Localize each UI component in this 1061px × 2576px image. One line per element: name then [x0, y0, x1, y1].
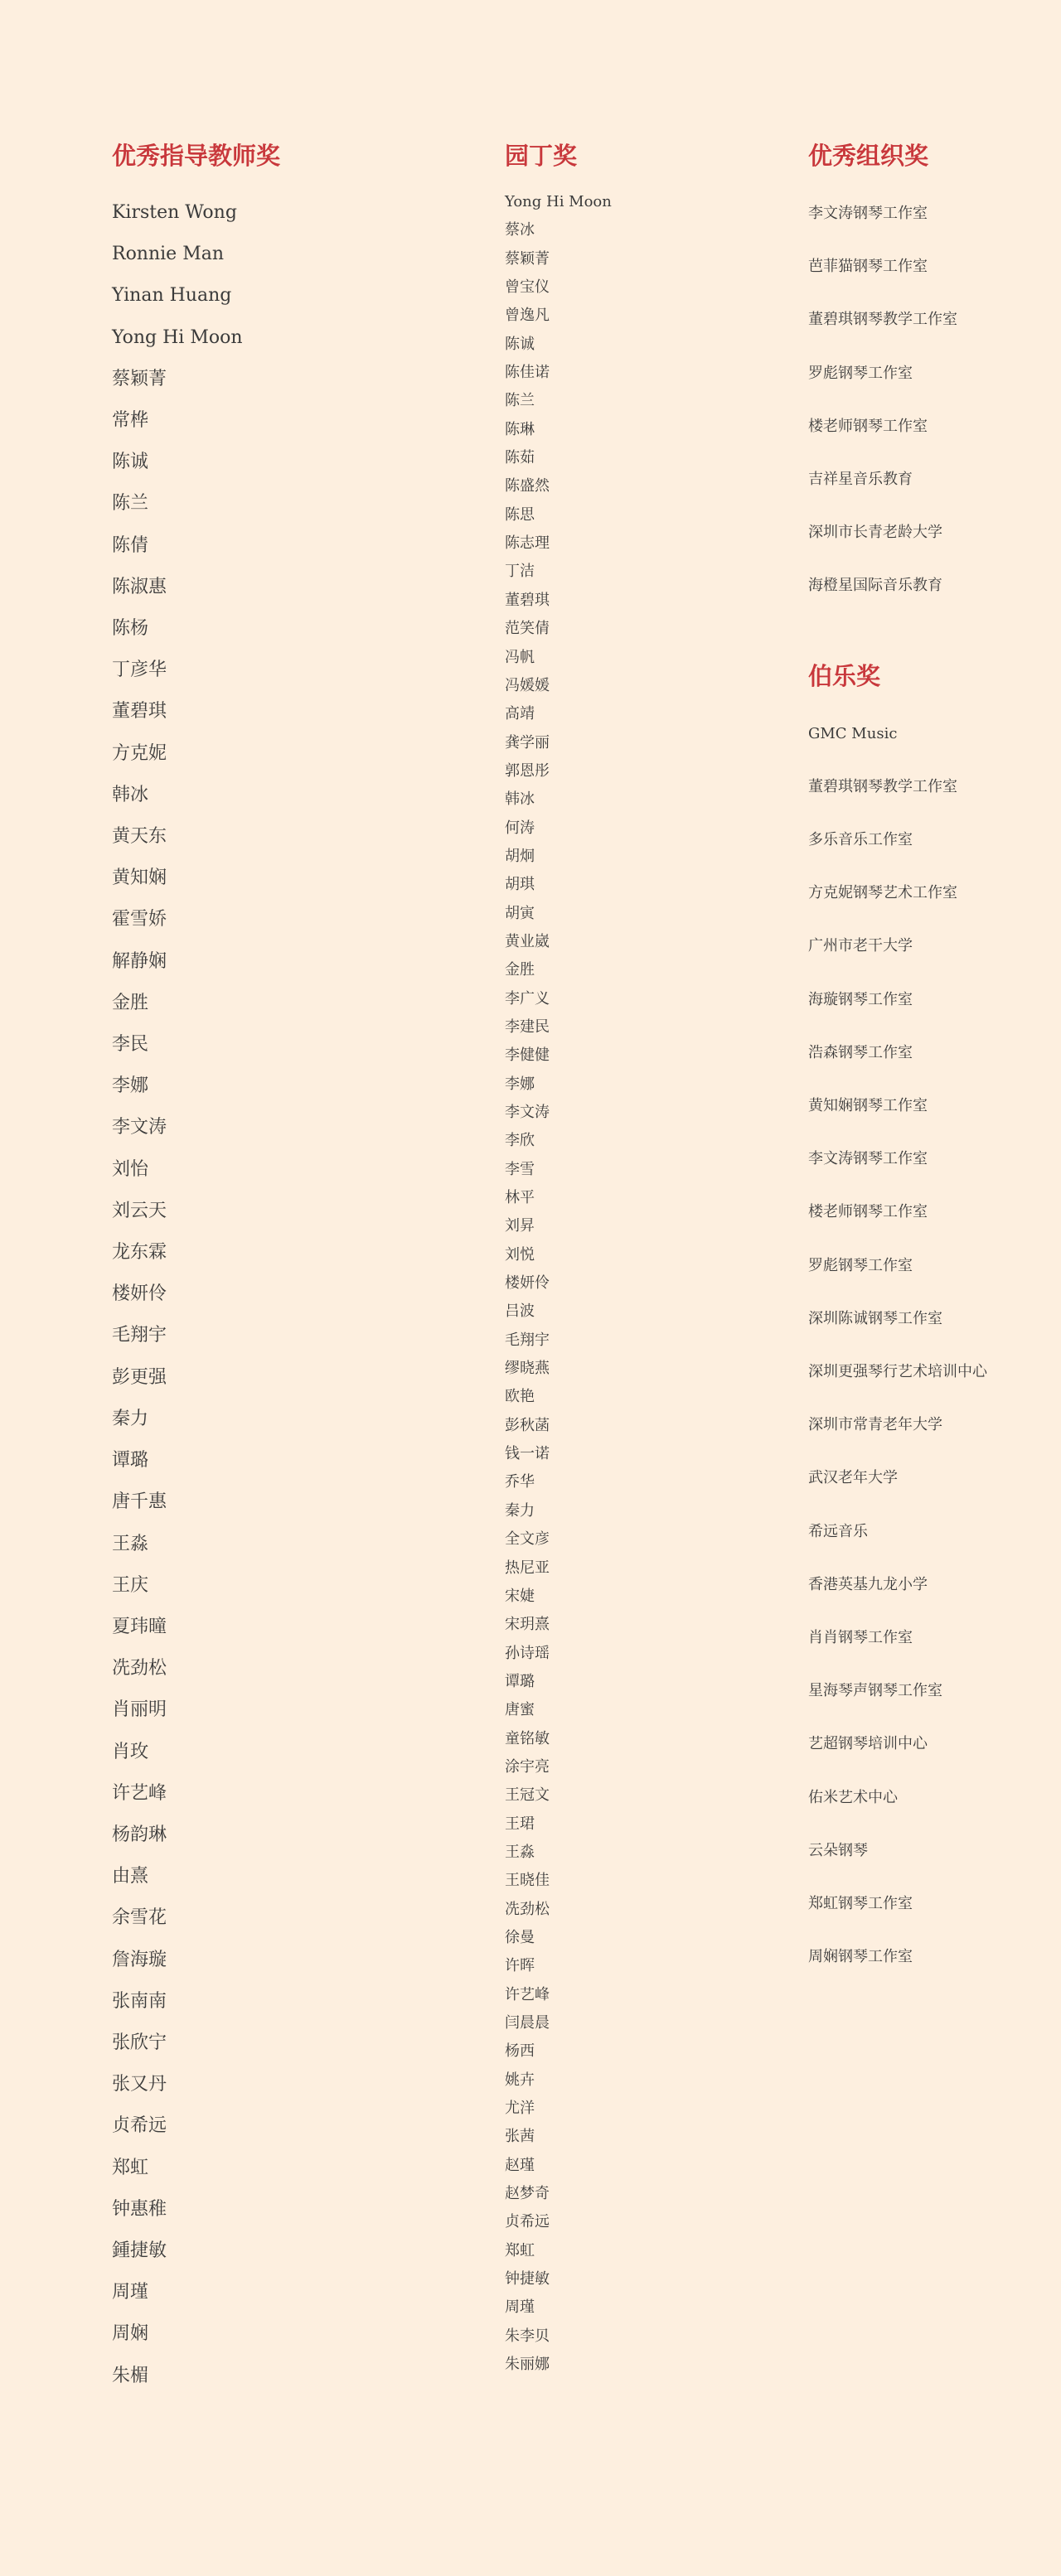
instructor-name: 冼劲松: [112, 1658, 167, 1679]
instructor-name: 张欣宁: [112, 2032, 167, 2053]
gardener-name: 龚学丽: [505, 733, 550, 752]
gardener-award-list: [505, 188, 770, 2379]
organization-name: 海橙星国际音乐教育: [808, 577, 942, 595]
instructor-name: 龙东霖: [112, 1242, 167, 1264]
organization-name: 董碧琪钢琴教学工作室: [808, 311, 957, 329]
instructor-name: 韩冰: [112, 784, 149, 805]
gardener-name: 胡寅: [505, 904, 535, 922]
instructor-award-column: [112, 138, 460, 2397]
instructor-name: 陈兰: [112, 493, 149, 515]
organization-award-list: [808, 187, 1057, 613]
bole-name: 罗彪钢琴工作室: [808, 1256, 913, 1274]
gardener-name: 王珺: [505, 1815, 535, 1833]
bole-name: 海璇钢琴工作室: [808, 990, 913, 1008]
bole-name: 方克妮钢琴艺术工作室: [808, 884, 957, 902]
instructor-name: 霍雪娇: [112, 909, 167, 930]
instructor-name: 解静娴: [112, 950, 167, 972]
gardener-name: 闫晨晨: [505, 2014, 550, 2032]
gardener-name: 林平: [505, 1189, 535, 1207]
instructor-name: 肖玫: [112, 1741, 149, 1762]
instructor-name: 丁彦华: [112, 660, 167, 681]
gardener-name: 涂宇亮: [505, 1757, 550, 1776]
gardener-name: 高靖: [505, 705, 535, 723]
bole-name: 香港英基九龙小学: [808, 1575, 928, 1593]
gardener-name: 陈诚: [505, 335, 535, 353]
instructor-name: 金胜: [112, 992, 149, 1013]
gardener-name: 童铭敏: [505, 1729, 550, 1747]
bole-award-title: 伯乐奖: [808, 661, 881, 690]
instructor-name: 蔡颖菁: [112, 368, 167, 389]
instructor-name: 秦力: [112, 1408, 149, 1429]
bole-name: 肖肖钢琴工作室: [808, 1629, 913, 1647]
instructor-name: 肖丽明: [112, 1699, 167, 1721]
instructor-name: 郑虹: [112, 2157, 149, 2178]
gardener-name: 金胜: [505, 961, 535, 979]
bole-name: GMC Music: [808, 724, 898, 742]
gardener-name: 陈琳: [505, 420, 535, 438]
instructor-name: 周瑾: [112, 2282, 149, 2303]
gardener-name: 唐蜜: [505, 1701, 535, 1719]
instructor-name: 由熹: [112, 1866, 149, 1887]
instructor-name: 毛翔宇: [112, 1325, 167, 1346]
bole-award-list: [808, 708, 1057, 1984]
gardener-name: 朱丽娜: [505, 2356, 550, 2374]
gardener-name: 乔华: [505, 1473, 535, 1491]
bole-name: 希远音乐: [808, 1522, 868, 1540]
bole-name: 艺超钢琴培训中心: [808, 1735, 928, 1753]
organization-name: 吉祥星音乐教育: [808, 471, 913, 489]
gardener-name: 冯媛媛: [505, 676, 550, 694]
gardener-name: 何涛: [505, 819, 535, 837]
gardener-name: 徐曼: [505, 1928, 535, 1946]
gardener-name: 秦力: [505, 1501, 535, 1520]
bole-name: 云朵钢琴: [808, 1841, 868, 1859]
instructor-name: 王庆: [112, 1574, 149, 1596]
gardener-name: 陈佳诺: [505, 364, 550, 382]
instructor-name: 陈倩: [112, 534, 149, 556]
gardener-name: 赵瑾: [505, 2156, 535, 2174]
gardener-name: 谭璐: [505, 1672, 535, 1690]
instructor-name: Yong Hi Moon: [112, 326, 243, 348]
gardener-name: 全文彦: [505, 1530, 550, 1549]
gardener-name: Yong Hi Moon: [505, 193, 612, 210]
organization-name: 李文涛钢琴工作室: [808, 205, 928, 222]
organization-name: 楼老师钢琴工作室: [808, 417, 928, 435]
gardener-name: 钟捷敏: [505, 2270, 550, 2288]
gardener-name: 杨西: [505, 2042, 535, 2061]
gardener-name: 李娜: [505, 1075, 535, 1093]
bole-name: 星海琴声钢琴工作室: [808, 1682, 942, 1700]
instructor-name: 杨韵琳: [112, 1824, 167, 1845]
gardener-name: 姚卉: [505, 2071, 535, 2089]
organization-name: 罗彪钢琴工作室: [808, 364, 913, 382]
instructor-name: 许艺峰: [112, 1782, 167, 1804]
instructor-name: 董碧琪: [112, 701, 167, 723]
instructor-name: 李娜: [112, 1075, 149, 1097]
bole-name: 武汉老年大学: [808, 1469, 898, 1487]
instructor-name: 鍾捷敏: [112, 2240, 167, 2261]
gardener-name: 刘悦: [505, 1245, 535, 1264]
bole-name: 多乐音乐工作室: [808, 831, 913, 849]
instructor-name: 张又丹: [112, 2074, 167, 2095]
bole-name: 浩森钢琴工作室: [808, 1043, 913, 1061]
instructor-award-list: [112, 192, 460, 2397]
bole-name: 周娴钢琴工作室: [808, 1948, 913, 1966]
instructor-name: 陈杨: [112, 618, 149, 640]
instructor-name: 李文涛: [112, 1117, 167, 1138]
gardener-award-column: [505, 138, 770, 2379]
gardener-name: 黄业崴: [505, 932, 550, 950]
organization-award-title: 优秀组织奖: [808, 142, 929, 170]
gardener-name: 董碧琪: [505, 591, 550, 609]
gardener-name: 冯帆: [505, 648, 535, 666]
gardener-name: 胡琪: [505, 876, 535, 894]
instructor-name: Yinan Huang: [112, 285, 232, 307]
instructor-name: 余雪花: [112, 1907, 167, 1929]
instructor-name: 李民: [112, 1034, 149, 1056]
instructor-name: 王淼: [112, 1533, 149, 1554]
gardener-name: 陈思: [505, 505, 535, 524]
gardener-name: 许晖: [505, 1957, 535, 1975]
instructor-name: 彭更强: [112, 1366, 167, 1388]
gardener-name: 曾逸凡: [505, 307, 550, 325]
bole-name: 李文涛钢琴工作室: [808, 1150, 928, 1168]
bole-name: 黄知娴钢琴工作室: [808, 1097, 928, 1115]
bole-name: 广州市老干大学: [808, 937, 913, 955]
gardener-name: 钱一诺: [505, 1445, 550, 1463]
organization-name: 芭菲猫钢琴工作室: [808, 258, 928, 276]
gardener-name: 张茜: [505, 2128, 535, 2146]
gardener-name: 李建民: [505, 1017, 550, 1036]
gardener-name: 吕波: [505, 1302, 535, 1321]
gardener-name: 郑虹: [505, 2241, 535, 2259]
organization-name: 深圳市长青老龄大学: [808, 524, 942, 542]
gardener-name: 刘昇: [505, 1217, 535, 1235]
instructor-name: 刘怡: [112, 1158, 149, 1180]
gardener-name: 李文涛: [505, 1104, 550, 1121]
gardener-name: 尤洋: [505, 2100, 535, 2118]
bole-name: 楼老师钢琴工作室: [808, 1203, 928, 1221]
instructor-name: 周娴: [112, 2323, 149, 2345]
instructor-name: Ronnie Man: [112, 244, 225, 265]
gardener-name: 宋玥熹: [505, 1616, 550, 1634]
gardener-name: 胡炯: [505, 847, 535, 865]
bole-name: 深圳市常青老年大学: [808, 1416, 942, 1434]
gardener-name: 孙诗瑶: [505, 1644, 550, 1662]
gardener-name: 王冠文: [505, 1786, 550, 1805]
gardener-name: 丁洁: [505, 563, 535, 581]
gardener-name: 陈兰: [505, 392, 535, 410]
gardener-name: 贞希远: [505, 2213, 550, 2231]
gardener-name: 王晓佳: [505, 1872, 550, 1890]
instructor-name: 夏玮曈: [112, 1616, 167, 1637]
gardener-name: 王淼: [505, 1843, 535, 1861]
gardener-name: 蔡颖菁: [505, 249, 550, 268]
instructor-name: 贞希远: [112, 2115, 167, 2137]
instructor-name: 钟惠稚: [112, 2198, 167, 2220]
instructor-award-title: 优秀指导教师奖: [112, 142, 281, 170]
instructor-name: 陈诚: [112, 452, 149, 473]
organization-award-column: [808, 138, 1057, 1984]
gardener-name: 陈志理: [505, 534, 550, 553]
gardener-name: 周瑾: [505, 2298, 535, 2317]
instructor-name: 朱楣: [112, 2365, 149, 2386]
instructor-name: 楼妍伶: [112, 1283, 167, 1305]
instructor-name: 詹海璇: [112, 1949, 167, 1970]
instructor-name: Kirsten Wong: [112, 202, 237, 223]
instructor-name: 方克妮: [112, 742, 167, 764]
gardener-name: 宋婕: [505, 1587, 535, 1605]
gardener-name: 韩冰: [505, 790, 535, 809]
bole-name: 深圳更强琴行艺术培训中心: [808, 1363, 987, 1381]
gardener-name: 楼妍伶: [505, 1274, 550, 1293]
instructor-name: 黄知娴: [112, 868, 167, 889]
gardener-name: 李欣: [505, 1132, 535, 1150]
instructor-name: 黄天东: [112, 826, 167, 848]
instructor-name: 谭璐: [112, 1450, 149, 1472]
gardener-name: 彭秋菡: [505, 1416, 550, 1434]
gardener-name: 陈茹: [505, 449, 535, 467]
gardener-name: 朱李贝: [505, 2327, 550, 2345]
instructor-name: 张南南: [112, 1990, 167, 2012]
gardener-name: 毛翔宇: [505, 1331, 550, 1349]
gardener-name: 曾宝仪: [505, 278, 550, 297]
gardener-award-title: 园丁奖: [505, 142, 578, 170]
gardener-name: 李健健: [505, 1046, 550, 1065]
bole-name: 深圳陈诚钢琴工作室: [808, 1309, 942, 1327]
bole-name: 佑米艺术中心: [808, 1788, 898, 1806]
instructor-name: 刘云天: [112, 1200, 167, 1221]
gardener-name: 郭恩彤: [505, 761, 550, 780]
gardener-name: 范笑倩: [505, 620, 550, 638]
instructor-name: 唐千惠: [112, 1491, 167, 1513]
gardener-name: 赵梦奇: [505, 2185, 550, 2203]
gardener-name: 李广义: [505, 989, 550, 1008]
instructor-name: 常桦: [112, 410, 149, 432]
gardener-name: 许艺峰: [505, 1985, 550, 2003]
gardener-name: 缪晓燕: [505, 1360, 550, 1378]
gardener-name: 热尼亚: [505, 1559, 550, 1577]
gardener-name: 陈盛然: [505, 477, 550, 495]
instructor-name: 陈淑惠: [112, 576, 167, 597]
gardener-name: 欧艳: [505, 1388, 535, 1406]
bole-name: 郑虹钢琴工作室: [808, 1895, 913, 1913]
gardener-name: 蔡冰: [505, 221, 535, 239]
bole-name: 董碧琪钢琴教学工作室: [808, 777, 957, 795]
gardener-name: 李雪: [505, 1160, 535, 1178]
gardener-name: 冼劲松: [505, 1900, 550, 1918]
